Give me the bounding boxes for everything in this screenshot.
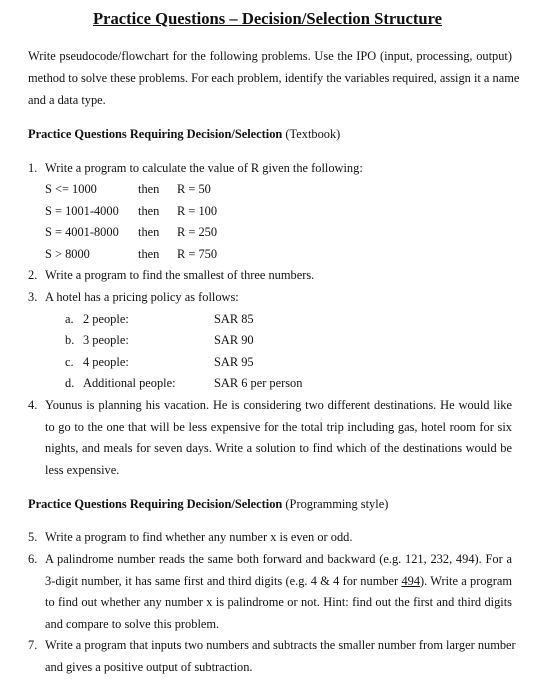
question-number: 4.	[28, 398, 38, 412]
result-cell: R = 50	[177, 182, 211, 196]
question-1-text: Write a program to calculate the value of R given the following:	[45, 161, 363, 175]
question-6-line: A palindrome number reads the same both forward and backward (e.g. 121, 232, 494). For a	[45, 552, 512, 566]
section-heading-programming	[28, 497, 388, 511]
pricing-value: SAR 95	[214, 355, 254, 369]
pricing-label: 3 people:	[83, 333, 129, 347]
question-number: 5.	[28, 530, 38, 544]
section-heading-bold: Practice Questions Requiring Decision/Selection	[28, 497, 283, 511]
condition-cell: S > 8000	[45, 247, 90, 261]
question-7-line: Write a program that inputs two numbers and subtracts the smaller number from larger number	[45, 638, 516, 652]
pricing-label: Additional people:	[83, 376, 176, 390]
then-cell: then	[138, 247, 160, 261]
section-heading-bold: Practice Questions Requiring Decision/Selection	[28, 127, 283, 141]
pricing-value: SAR 90	[214, 333, 254, 347]
question-4-line: nights, and meals for seven days. Write a solution to find which of the destinations would be	[45, 441, 512, 455]
question-6-line: to find out whether any number x is palindrome or not. Hint: find out the first and third digits	[45, 595, 512, 609]
then-cell: then	[138, 204, 160, 218]
then-cell: then	[138, 182, 160, 196]
question-6-line-2-start: 3-digit number, it has same first and third digits (e.g. 4 & 4 for number	[45, 574, 402, 588]
question-7-line: and gives a positive output of subtraction.	[45, 660, 253, 674]
question-number: 6.	[28, 552, 38, 566]
list-letter: a.	[65, 312, 74, 326]
section-heading-suffix: (Programming style)	[282, 497, 389, 511]
intro-line-2: method to solve these problems. For each problem, identify the variables required, assign it a name	[28, 71, 520, 85]
result-cell: R = 750	[177, 247, 218, 261]
question-4-line: less expensive.	[45, 463, 120, 477]
question-6-line: and compare to solve this problem.	[45, 617, 220, 631]
pricing-value: SAR 85	[214, 312, 254, 326]
section-heading-textbook	[28, 127, 340, 141]
pricing-label: 4 people:	[83, 355, 129, 369]
question-4-line: to go to the one that will be less expensive for the total trip including gas, hotel room for six	[45, 420, 512, 434]
list-letter: b.	[65, 333, 75, 347]
question-number: 2.	[28, 268, 38, 282]
question-3-text: A hotel has a pricing policy as follows:	[45, 290, 239, 304]
condition-cell: S = 1001-4000	[45, 204, 119, 218]
result-cell: R = 100	[177, 204, 218, 218]
condition-cell: S = 4001-8000	[45, 225, 119, 239]
question-4-line: Younus is planning his vacation. He is considering two different destinations. He would like	[45, 398, 512, 412]
question-2-text: Write a program to find the smallest of three numbers.	[45, 268, 315, 282]
example-number-underlined: 494	[401, 574, 421, 588]
intro-line-3: and a data type.	[28, 93, 106, 107]
list-letter: c.	[65, 355, 74, 369]
question-6-line-2-end: ). Write a program	[420, 574, 513, 588]
then-cell: then	[138, 225, 160, 239]
pricing-value: SAR 6 per person	[214, 376, 303, 390]
list-letter: d.	[65, 376, 75, 390]
section-heading-suffix: (Textbook)	[282, 127, 341, 141]
question-number: 7.	[28, 638, 38, 652]
condition-cell: S <= 1000	[45, 182, 97, 196]
result-cell: R = 250	[177, 225, 218, 239]
question-5-text: Write a program to find whether any number x is even or odd.	[45, 530, 353, 544]
page-title: Practice Questions – Decision/Selection Structure	[92, 9, 443, 28]
question-number: 1.	[28, 161, 38, 175]
question-number: 3.	[28, 290, 38, 304]
intro-line-1: Write pseudocode/flowchart for the following problems. Use the IPO (input, processing, output)	[28, 49, 512, 63]
question-6-line-2	[45, 574, 512, 588]
pricing-label: 2 people:	[83, 312, 129, 326]
